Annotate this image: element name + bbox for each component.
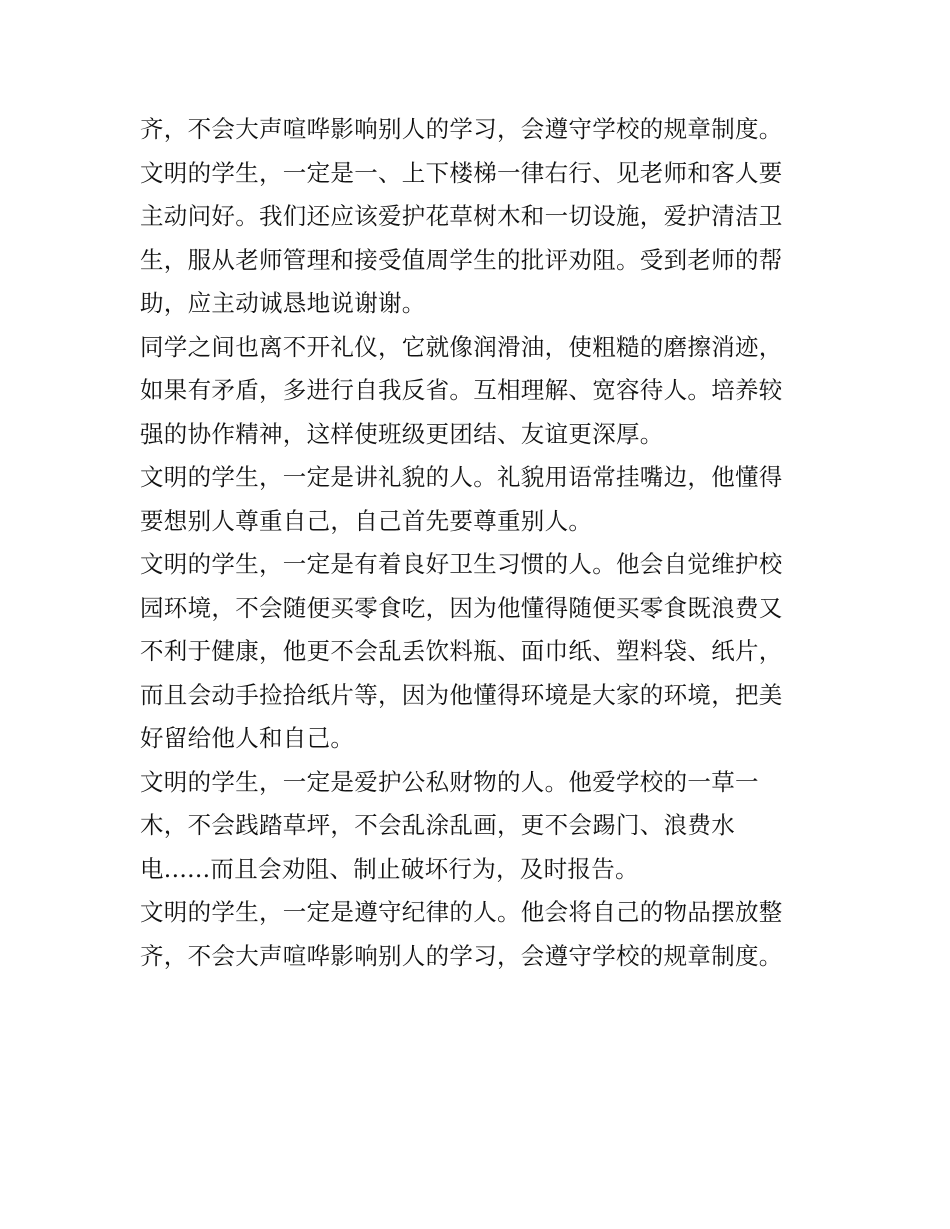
text-line: 文明的学生，一定是爱护公私财物的人。他爱学校的一草一 — [140, 767, 759, 796]
paragraph-1 — [140, 108, 830, 152]
paragraph-4 — [140, 456, 830, 543]
text-line: 同学之间也离不开礼仪，它就像润滑油，使粗糙的磨擦消迹， — [140, 332, 783, 361]
paragraph-5 — [140, 543, 830, 761]
text-line: 文明的学生，一定是一、上下楼梯一律右行、见老师和客人要 — [140, 158, 783, 187]
text-line: 生，服从老师管理和接受值周学生的批评劝阻。受到老师的帮 — [140, 245, 783, 274]
text-line: 主动问好。我们还应该爱护花草树木和一切设施，爱护清洁卫 — [140, 202, 783, 230]
text-line: 强的协作精神，这样使班级更团结、友谊更深厚。 — [140, 419, 664, 448]
text-line: 文明的学生，一定是讲礼貌的人。礼貌用语常挂嘴边，他懂得 — [140, 463, 783, 491]
text-line: 木，不会践踏草坪，不会乱涂乱画，更不会踢门、浪费水 — [140, 811, 735, 839]
paragraph-6 — [140, 761, 830, 892]
text-line: 文明的学生，一定是有着良好卫生习惯的人。他会自觉维护校 — [140, 550, 783, 578]
document-body — [140, 108, 830, 978]
text-line: 齐，不会大声喧哗影响别人的学习，会遵守学校的规章制度。 — [140, 115, 783, 143]
text-line: 电......而且会劝阻、制止破坏行为，及时报告。 — [140, 854, 639, 883]
text-line: 好留给他人和自己。 — [140, 724, 355, 752]
text-line: 不利于健康，他更不会乱丢饮料瓶、面巾纸、塑料袋、纸片， — [140, 637, 783, 665]
text-line: 而且会动手捡拾纸片等，因为他懂得环境是大家的环境，把美 — [140, 680, 783, 709]
paragraph-7 — [140, 891, 830, 978]
text-line: 园环境，不会随便买零食吃，因为他懂得随便买零食既浪费又 — [140, 593, 783, 622]
text-line: 要想别人尊重自己，自己首先要尊重别人。 — [140, 506, 593, 535]
text-line: 如果有矛盾，多进行自我反省。互相理解、宽容待人。培养较 — [140, 376, 783, 404]
text-line: 助，应主动诚恳地说谢谢。 — [140, 289, 426, 317]
text-line: 文明的学生，一定是遵守纪律的人。他会将自己的物品摆放整 — [140, 898, 783, 926]
text-line: 齐，不会大声喧哗影响别人的学习，会遵守学校的规章制度。 — [140, 941, 783, 970]
paragraph-2 — [140, 152, 830, 326]
paragraph-3 — [140, 326, 830, 457]
